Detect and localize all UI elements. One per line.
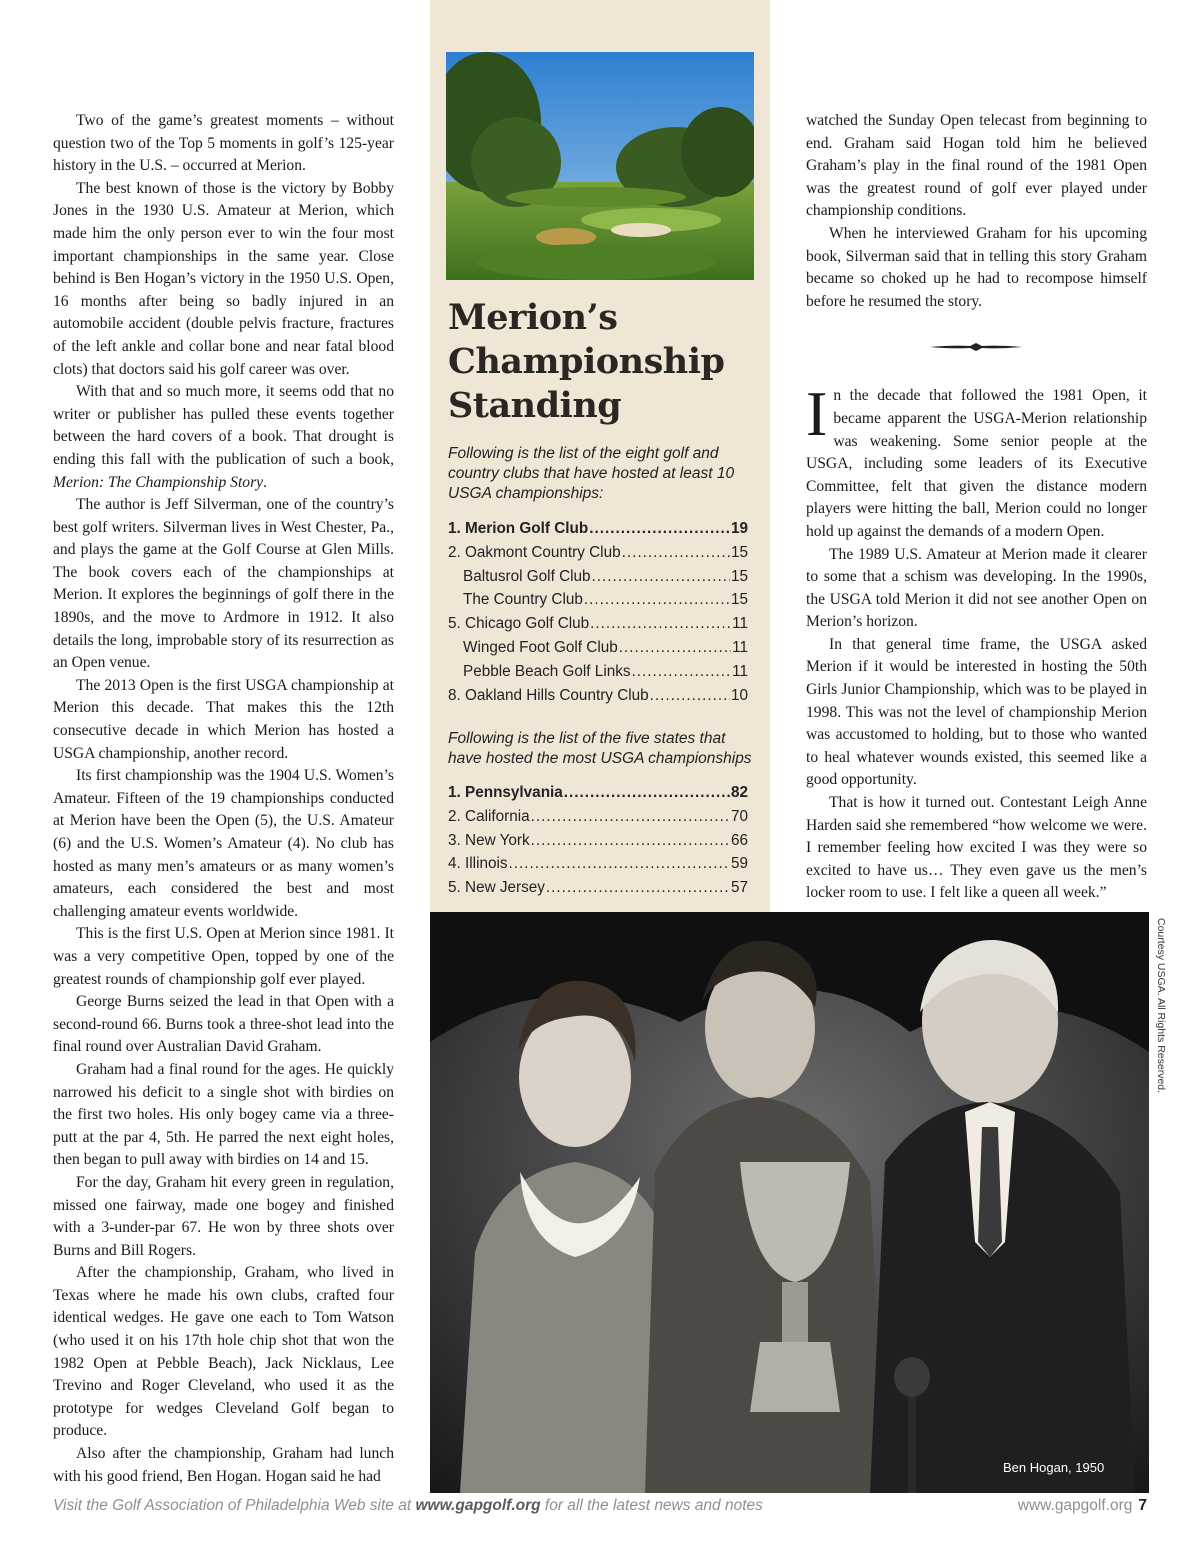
page-number: 7 (1138, 1497, 1147, 1514)
leader-dots (584, 588, 730, 612)
paragraph: Two of the game’s greatest moments – without question two of the Top 5 moments in golf’s 125-year history in the U.S. – occurred at Merion. (53, 112, 394, 175)
standing-rank: 3. (448, 831, 461, 849)
standing-rank: 1. (448, 784, 461, 801)
right-article-column (806, 110, 1147, 905)
leader-dots (622, 541, 730, 565)
standing-count: 11 (732, 662, 748, 680)
drop-cap: I (806, 378, 828, 450)
standing-name (463, 636, 618, 660)
paragraph: The 2013 Open is the first USGA championship at Merion this decade. That makes this the 12th consecutive decade in which Merion has hosted a USGA championship, another record. (53, 676, 394, 762)
standing-label: Oakmont Country Club (465, 543, 621, 561)
standing-row (448, 805, 748, 829)
leader-dots (531, 829, 730, 853)
left-article-column (53, 110, 394, 1488)
standing-name (448, 541, 621, 565)
standing-name (448, 781, 563, 805)
standing-label: New Jersey (465, 879, 545, 897)
paragraph: The author is Jeff Silverman, one of the country’s best golf writers. Silverman lives in West Chester, Pa., and plays the game at the Golf Course at Glen Mills. The book covers each of the championships at Merion. It explores the beginnings of golf there in the 1890s, and the move to Ardmore in 1912. It also details the long, improbable story of its resurrection as an Open venue. (53, 496, 394, 672)
standing-count: 11 (732, 615, 748, 633)
standing-label: Pennsylvania (465, 784, 563, 801)
standing-label: Baltusrol Golf Club (463, 567, 591, 585)
paragraph: watched the Sunday Open telecast from beginning to end. Graham said Hogan told him he believed Graham’s play in the final round of the 1981 Open was the greatest round of golf ever played under championship conditions. (806, 112, 1147, 220)
sidebar-title-line: Standing (448, 385, 622, 426)
paragraph-text: n the decade that followed the 1981 Open, it became apparent the USGA-Merion relationship was weakening. Some senior people at the USGA, including some leaders of its Executive Committee, felt that given the distance modern players were hitting the ball, Merion could no longer hold up against the demands of a modern Open. (806, 387, 1147, 540)
standing-rank: 2. (448, 543, 461, 561)
leader-dots (531, 805, 730, 829)
paragraph: George Burns seized the lead in that Open with a second-round 66. Burns took a three-shot lead into the final round over Australian David Graham. (53, 993, 394, 1056)
standing-label: Chicago Golf Club (465, 615, 590, 633)
standing-label: New York (465, 831, 530, 849)
standing-row (448, 684, 748, 708)
states-list (448, 781, 748, 900)
leader-dots (592, 565, 730, 589)
paragraph: Also after the championship, Graham had lunch with his good friend, Ben Hogan. Hogan said he had (53, 1445, 394, 1485)
standing-label: Merion Golf Club (465, 520, 589, 537)
paragraph: The best known of those is the victory by Bobby Jones in the 1930 U.S. Amateur at Merion, which made him the only person ever to win the four most important championships in the same year. Close behind is Ben Hogan’s victory in the 1950 U.S. Open, 16 months after being so badly injured in an automobile accident (double pelvis fracture, fractures of the left ankle and collar bone and near fatal blood clots) that doctors said his golf career was over. (53, 179, 394, 378)
paragraph: In that general time frame, the USGA asked Merion if it would be interested in hosting the 50th Girls Junior Championship, which was to be played in 1998. This was not the level of championship Merion was accustomed to holding, but to those who wanted to heal whatever wounds existed, this seemed like a good opportunity. (806, 635, 1147, 789)
standing-name (448, 829, 530, 853)
paragraph: After the championship, Graham, who lived in Texas where he made his own clubs, crafted four identical wedges. He gave one each to Tom Watson (who used it on his 17th hole chip shot that won the 1982 Open at Pebble Beach), Jack Nicklaus, Lee Trevino and Roger Cleveland, who used it as the prototype for wedges Cleveland Golf began to produce. (53, 1264, 394, 1440)
paragraph: That is how it turned out. Contestant Leigh Anne Harden said she remembered “how welcome we were. I remember feeling how excited I was they were so excited to have us… They even gave us the men’s locker room to use. I felt like a queen all week.” (806, 794, 1147, 902)
standing-rank: 8. (448, 686, 461, 704)
paragraph (806, 378, 1147, 543)
standing-rank: 1. (448, 520, 461, 537)
standing-row (448, 660, 748, 684)
standing-row (448, 588, 748, 612)
paragraph-text: With that and so much more, it seems odd that no writer or publisher has pulled these events together between the hard covers of a book. That drought is ending this fall with the publication of such a book, (53, 383, 394, 468)
clubs-list (448, 517, 748, 707)
standing-name (448, 684, 649, 708)
golf-course-photo (446, 52, 754, 280)
standing-count: 10 (730, 686, 748, 704)
paragraph: Its first championship was the 1904 U.S. Women’s Amateur. Fifteen of the 19 championships conducted at Merion have been the Open (5), the U.S. Amateur (6) and the U.S. Women’s Amateur (4). No club has hosted as many men’s amateurs or as many women’s amateurs, each considered the best and most challenging amateur events worldwide. (53, 767, 394, 920)
footer-promo-suffix: for all the latest news and notes (540, 1497, 763, 1514)
standing-count: 15 (730, 567, 748, 585)
leader-dots (619, 636, 731, 660)
footer-site (1018, 1497, 1147, 1515)
standing-name (448, 612, 589, 636)
standing-label: The Country Club (463, 591, 583, 609)
footer-promo-prefix: Visit the Golf Association of Philadelphia Web site at (53, 1497, 416, 1514)
clubs-intro: Following is the list of the eight golf and country clubs that have hosted at least 10 USGA championships: (448, 445, 735, 502)
photo-credit-text: Courtesy USGA. All Rights Reserved. (1155, 918, 1167, 1094)
championship-sidebar (430, 0, 770, 912)
standing-row (448, 781, 748, 805)
standing-count: 59 (730, 855, 748, 873)
standing-count: 57 (730, 879, 748, 897)
standing-name (463, 588, 583, 612)
standing-name (448, 805, 530, 829)
standing-count: 70 (730, 807, 748, 825)
book-title-suffix: . (263, 473, 267, 491)
paragraph (53, 381, 394, 494)
ornament-divider-icon (930, 342, 1022, 352)
leader-dots (632, 660, 732, 684)
paragraph: Graham had a final round for the ages. He quickly narrowed his deficit to a single shot with birdies on the first two holes. His only bogey came via a three-putt at the par 4, 5th. He parred the next eight holes, then began to pull away with birdies on 14 and 15. (53, 1060, 394, 1169)
standing-label: Illinois (465, 855, 508, 873)
sidebar-title (448, 296, 764, 428)
standing-label: Oakland Hills Country Club (465, 686, 649, 704)
leader-dots (650, 684, 730, 708)
standing-name (448, 876, 545, 900)
standing-label: Winged Foot Golf Club (463, 638, 618, 656)
paragraph: This is the first U.S. Open at Merion since 1981. It was a very competitive Open, topped by one of the greatest rounds of championship golf ever played. (53, 925, 394, 988)
leader-dots (509, 852, 730, 876)
standing-name (448, 517, 588, 541)
footer-promo (53, 1497, 763, 1515)
leader-dots (546, 876, 730, 900)
standing-label: Pebble Beach Golf Links (463, 662, 631, 680)
leader-dots (590, 612, 731, 636)
standing-rank: 5. (448, 615, 461, 633)
standing-row (448, 541, 748, 565)
sidebar-title-line: Merion’s (448, 297, 618, 338)
standing-row (448, 612, 748, 636)
hogan-trophy-photo (430, 912, 1149, 1493)
footer-website-link[interactable]: www.gapgolf.org (415, 1497, 541, 1514)
standing-row (448, 636, 748, 660)
standing-count: 82 (730, 784, 748, 801)
photo-credit (1153, 918, 1167, 1094)
standing-row (448, 852, 748, 876)
standing-rank: 5. (448, 879, 461, 897)
leader-dots (589, 517, 730, 541)
standing-row (448, 565, 748, 589)
paragraph: For the day, Graham hit every green in regulation, missed one fairway, made one bogey and finished with a 3-under-par 67. He won by three shots over Burns and Bill Rogers. (53, 1173, 394, 1259)
standing-rank: 4. (448, 855, 461, 873)
standing-count: 15 (730, 591, 748, 609)
paragraph: The 1989 U.S. Amateur at Merion made it clearer to some that a schism was developing. In the 1990s, the USGA told Merion it did not see another Open on Merion’s horizon. (806, 545, 1147, 631)
standing-name (448, 852, 508, 876)
sidebar-title-line: Championship (448, 341, 725, 382)
standing-count: 66 (730, 831, 748, 849)
book-title: Merion: The Championship Story (53, 473, 264, 491)
standing-count: 11 (732, 638, 748, 656)
footer-site-url[interactable]: www.gapgolf.org (1017, 1497, 1133, 1514)
standing-name (463, 660, 631, 684)
paragraph: When he interviewed Graham for his upcoming book, Silverman said that in telling this story Graham became so choked up he had to recompose himself before he resumed the story. (806, 224, 1147, 310)
states-intro: Following is the list of the five states that have hosted the most USGA championships (448, 730, 752, 767)
standing-label: California (465, 807, 530, 825)
standing-count: 15 (730, 543, 748, 561)
standing-row (448, 829, 748, 853)
standing-rank: 2. (448, 807, 461, 825)
standing-row (448, 876, 748, 900)
standing-name (463, 565, 591, 589)
leader-dots (564, 781, 730, 805)
standing-row (448, 517, 748, 541)
photo-caption: Ben Hogan, 1950 (1003, 1460, 1105, 1475)
standing-count: 19 (730, 520, 748, 537)
